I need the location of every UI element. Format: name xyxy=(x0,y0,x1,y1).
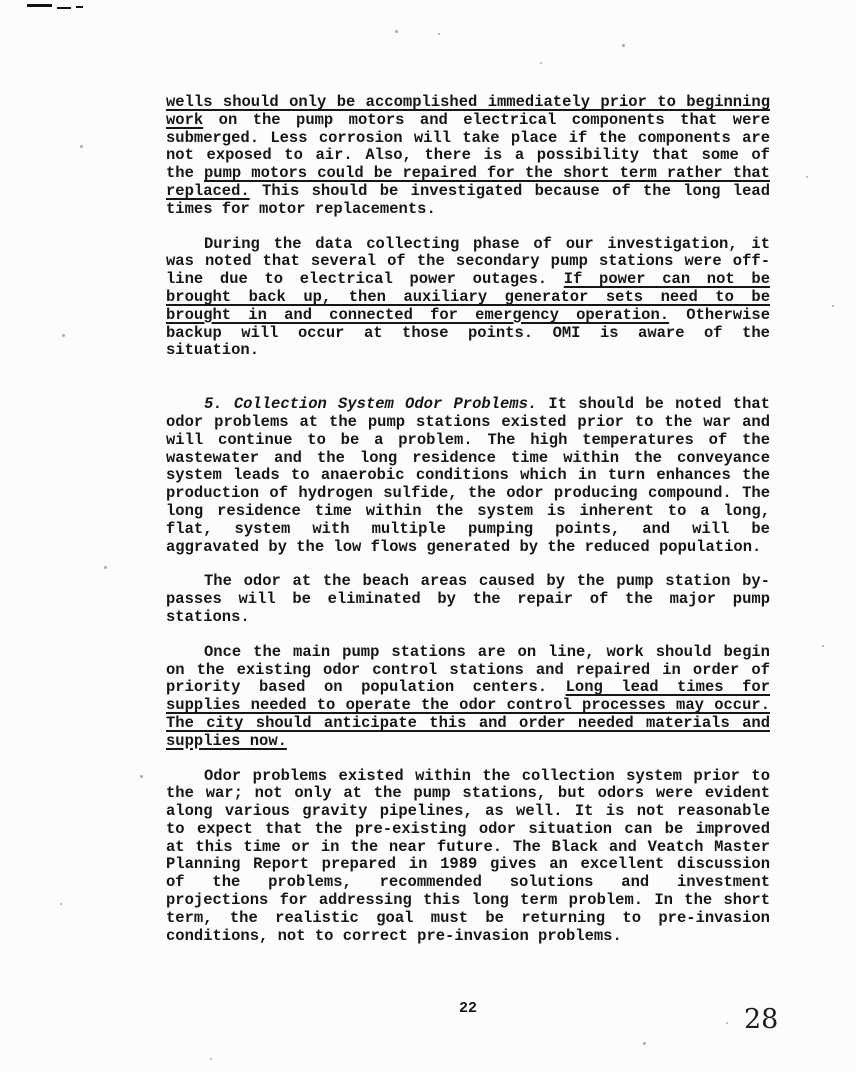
scan-speck xyxy=(540,62,542,64)
scan-speck xyxy=(622,44,625,47)
text-segment: on the pump motors and electrical components that were submerged. Less corrosion will take place if the components are not exposed to air. Also, there is a possibility that some of the xyxy=(166,110,770,183)
scan-speck xyxy=(643,1042,646,1045)
scan-speck xyxy=(210,1058,212,1060)
paragraph-pump-motors xyxy=(166,94,770,219)
scan-speck xyxy=(140,775,143,778)
text-segment: The odor at the beach areas caused by the pump station by-passes will be eliminated by the repair of the major pump stations. xyxy=(166,572,770,626)
page-number: 22 xyxy=(458,1000,477,1017)
document-body xyxy=(166,94,770,945)
underlined-segment: Long lead times for supplies needed to operate the odor control processes may occur. The city should anticipate this and order needed materials and supplies now. xyxy=(166,678,770,750)
page-stamp-number: 28 xyxy=(744,1004,779,1035)
underlined-segment: pump motors could be repaired for the short term rather that replaced. xyxy=(166,164,770,200)
paragraph-collection-system xyxy=(166,768,770,946)
scan-speck xyxy=(438,33,440,35)
paragraph-power-outages xyxy=(166,236,770,361)
scan-speck xyxy=(60,903,62,905)
text-segment: It should be noted that odor problems at the pump stations existed prior to the war and will continue to be a problem. The high temperatures of the wastewater and the long residence time within the conveyance system leads to anaerobic conditions which in turn enhances the production of hydrogen sulfide, the odor producing compound. The long residence time within the system is inherent to a long, flat, system with multiple pumping points, and will be aggravated by the low flows generated by the reduced population. xyxy=(166,395,770,556)
section-heading: 5. Collection System Odor Problems. xyxy=(204,395,538,414)
scan-artifact xyxy=(27,4,52,7)
text-segment: This should be investigated because of the long lead times for motor replacements. xyxy=(166,181,770,218)
scan-artifact xyxy=(76,6,83,8)
scan-speck xyxy=(806,176,808,178)
scan-speck xyxy=(395,30,398,33)
scan-speck xyxy=(726,1022,728,1024)
paragraph-odor-problems-heading xyxy=(166,396,770,556)
scan-artifact xyxy=(57,7,71,9)
text-segment: Once the main pump stations are on line, work should begin on the existing odor control stations and repaired in order of priority based on population centers. xyxy=(166,642,770,697)
scan-speck xyxy=(822,645,824,647)
underlined-segment: If power can not be brought back up, then auxiliary generator sets need to be brought in and connected for emergency operation. xyxy=(166,270,770,324)
text-segment: Otherwise backup will occur at those points. OMI is aware of the situation. xyxy=(166,305,770,360)
text-segment: Odor problems existed within the collection system prior to the war; not only at the pump stations, but odors were evident along various gravity pipelines, as well. It is not reasonable to expect that the pre-existing odor situation can be improved at this time or in the near future. The Black and Veatch Master Planning Report prepared in 1989 gives an excellent discussion of the problems, recommended solutions and investment projections for addressing this long term problem. In the short term, the realistic goal must be returning to pre-invasion conditions, not to correct pre-invasion problems. xyxy=(166,766,770,945)
scan-speck xyxy=(80,145,83,148)
text-segment: During the data collecting phase of our investigation, it was noted that several of the secondary pump stations were off-line due to electrical power outages. xyxy=(166,234,770,289)
scan-speck xyxy=(62,334,65,337)
scan-speck xyxy=(832,305,834,307)
underlined-segment: wells should only be accomplished immediately prior to beginning work xyxy=(166,93,770,129)
scan-speck xyxy=(104,566,107,569)
paragraph-beach-odor xyxy=(166,573,770,626)
paragraph-odor-control xyxy=(166,644,770,751)
